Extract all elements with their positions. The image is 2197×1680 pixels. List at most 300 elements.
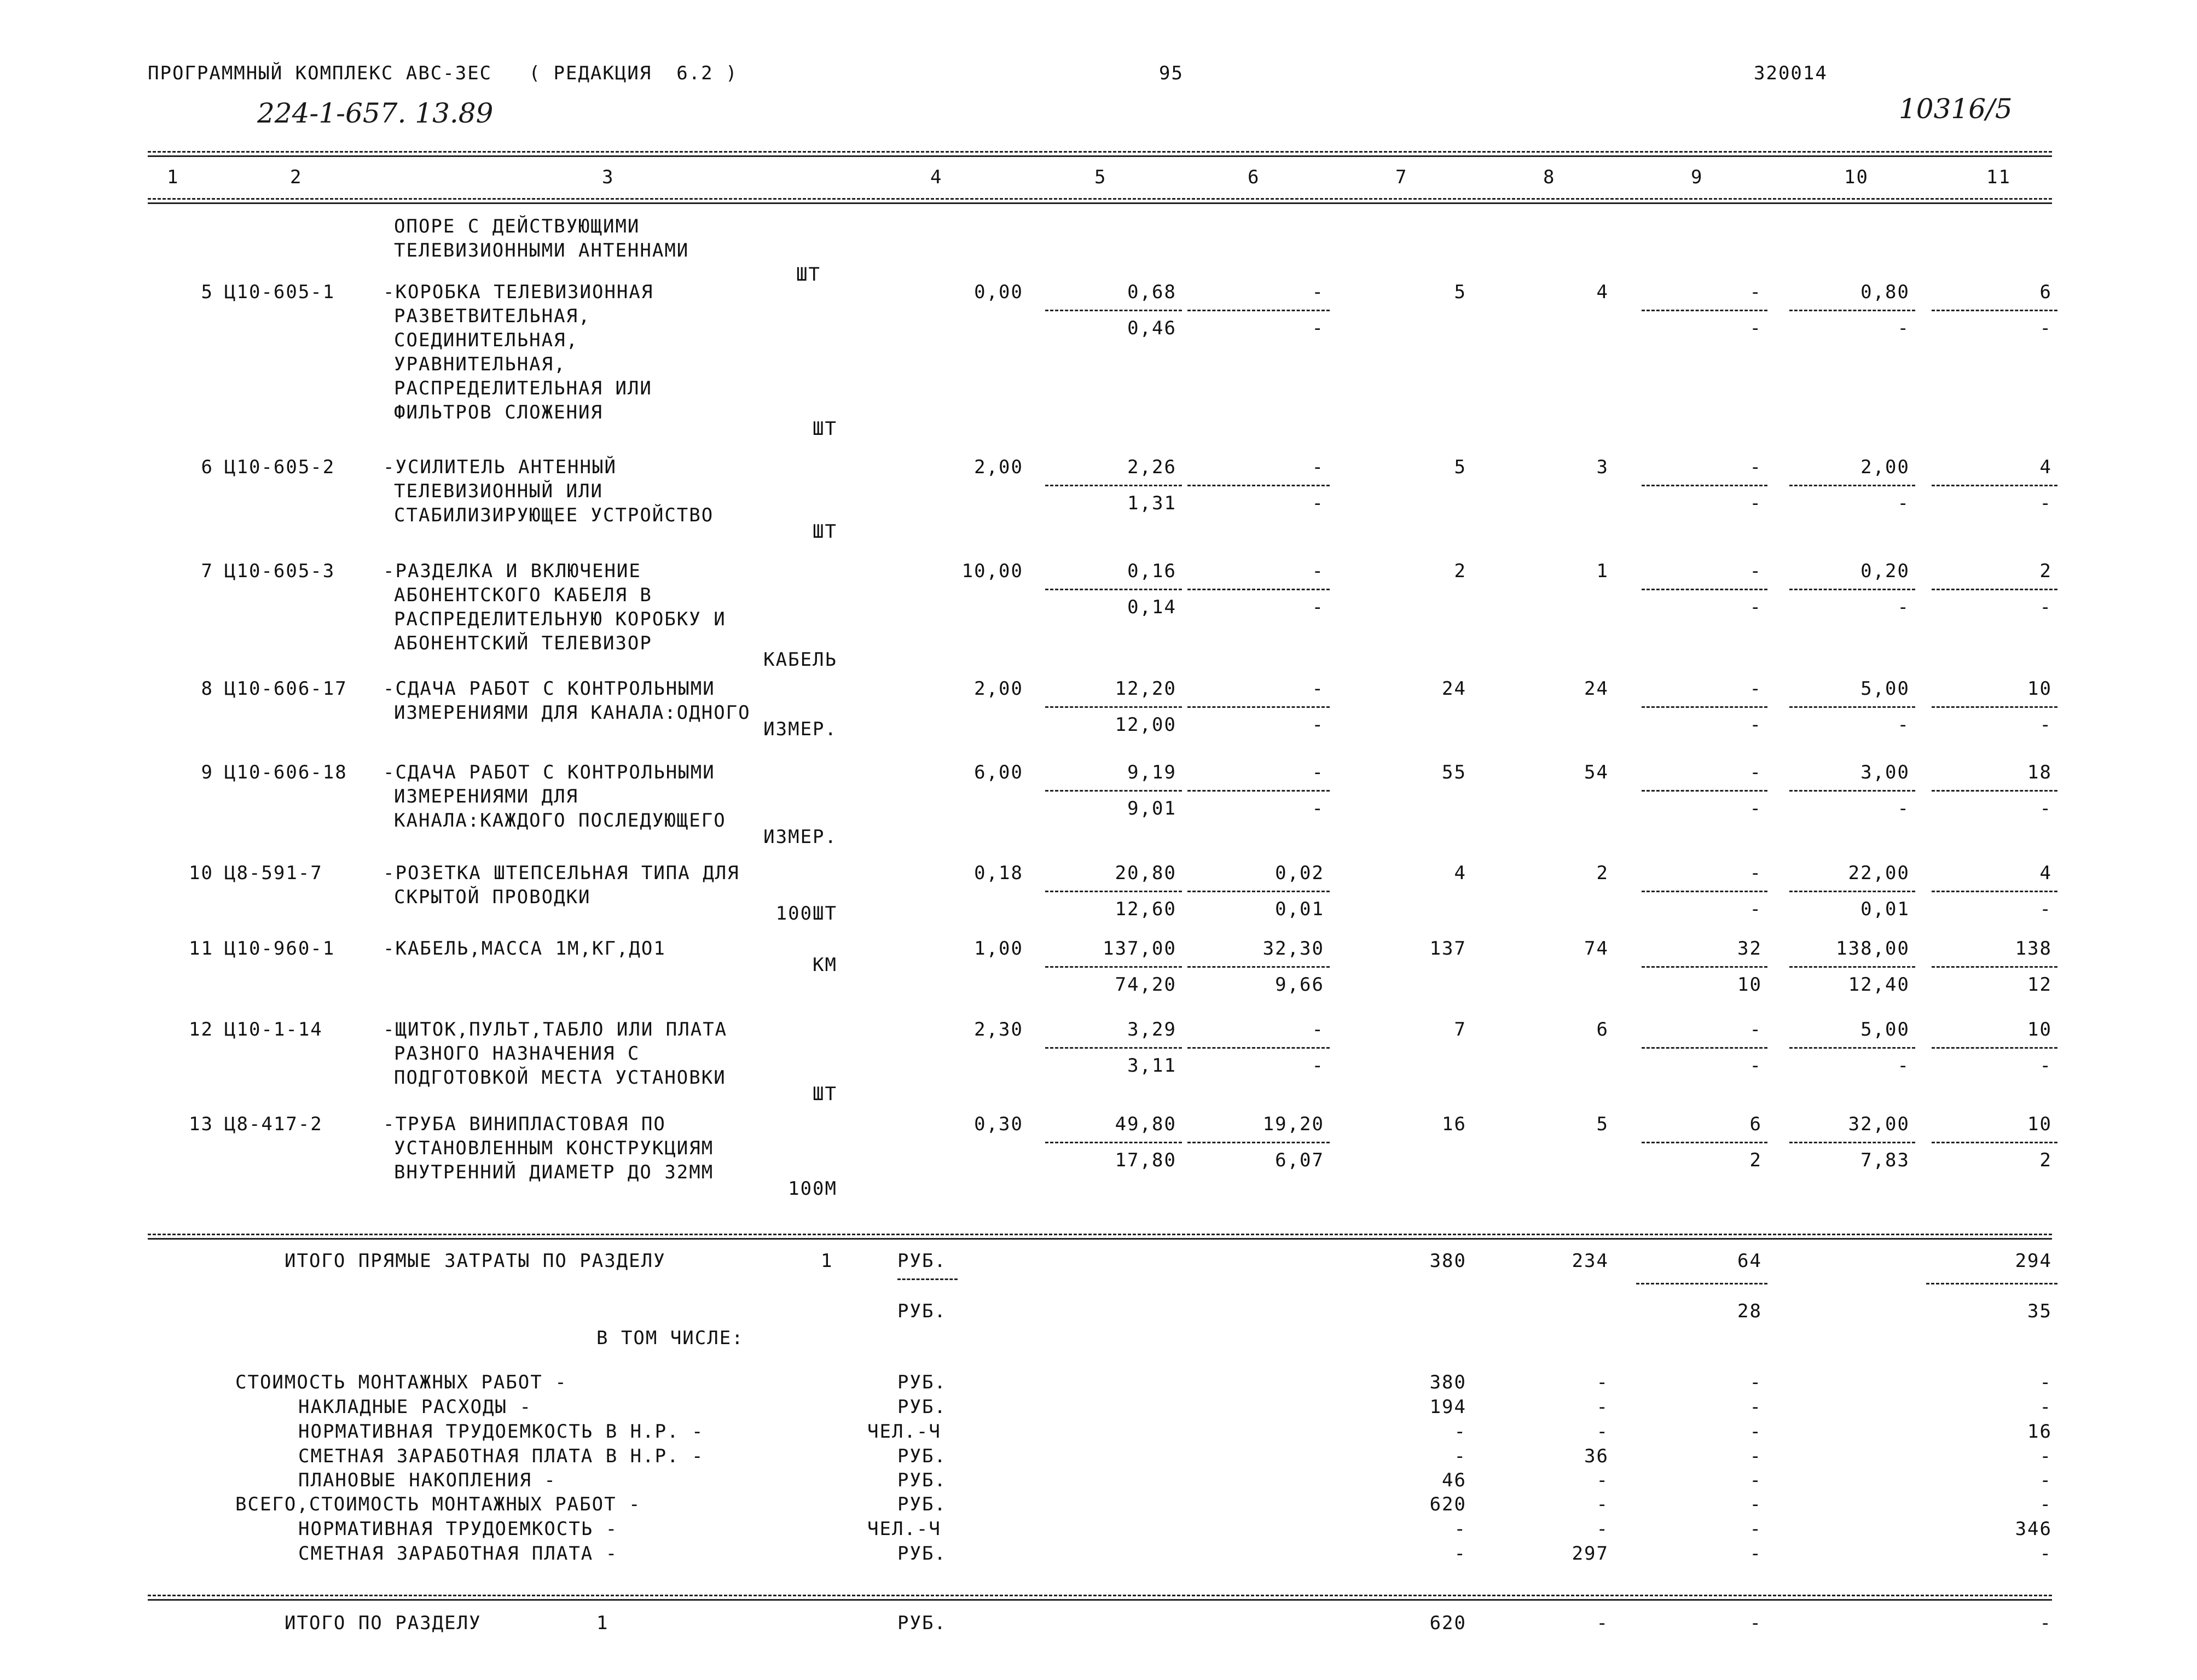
row-description-line: ФИЛЬТРОВ СЛОЖЕНИЯ <box>394 402 603 423</box>
intro-line-2: ТЕЛЕВИЗИОННЫМИ АНТЕННАМИ <box>394 240 689 261</box>
row-separator-col9 <box>1642 310 1767 311</box>
column-header-7: 7 <box>1395 166 1408 188</box>
row-value-col9: 6 <box>1749 1113 1762 1135</box>
final-unit: РУБ. <box>897 1612 947 1634</box>
row-value-col11: 18 <box>2027 761 2052 783</box>
row-value-col6: - <box>1312 281 1324 303</box>
row-value-col5-lower: 74,20 <box>1115 974 1176 996</box>
summary-value-col9: - <box>1749 1469 1762 1491</box>
row-separator-col9 <box>1642 1047 1767 1049</box>
row-value-col10: 2,00 <box>1860 456 1910 478</box>
row-separator-col6 <box>1187 485 1330 486</box>
row-unit: 100М <box>788 1178 837 1200</box>
summary-value-col11: 346 <box>2015 1518 2052 1540</box>
row-value-col8: 24 <box>1584 678 1609 700</box>
summary-value-col11: 16 <box>2027 1421 2052 1443</box>
row-value-col5: 0,16 <box>1127 560 1176 582</box>
row-value-col6-lower: - <box>1312 798 1324 819</box>
row-separator-col6 <box>1187 790 1330 792</box>
row-value-col7: 55 <box>1442 761 1466 783</box>
row-description-line: -ЩИТОК,ПУЛЬТ,ТАБЛО ИЛИ ПЛАТА <box>383 1019 728 1040</box>
row-value-col4: 1,00 <box>974 938 1023 960</box>
row-description-line: ВНУТРЕННИЙ ДИАМЕТР ДО 32ММ <box>394 1161 714 1183</box>
summary-label: НОРМАТИВНАЯ ТРУДОЕМКОСТЬ - <box>298 1518 618 1540</box>
row-value-col6-lower: 9,66 <box>1275 974 1324 996</box>
row-separator-col5 <box>1045 966 1182 968</box>
summary-unit: РУБ. <box>897 1371 947 1393</box>
direct-costs-unit: РУБ. <box>897 1250 947 1272</box>
column-header-9: 9 <box>1691 166 1703 188</box>
row-code: Ц10-606-18 <box>224 761 347 783</box>
row-value-col5: 137,00 <box>1103 938 1176 960</box>
summary-value-col11: - <box>2039 1543 2052 1565</box>
summary-value-col7: - <box>1454 1445 1466 1467</box>
row-description-line: УРАВНИТЕЛЬНАЯ, <box>394 353 566 375</box>
header-top-rule <box>148 151 2052 153</box>
column-header-10: 10 <box>1844 166 1869 188</box>
row-value-col10-lower: - <box>1897 714 1910 736</box>
row-value-col10: 5,00 <box>1860 678 1910 700</box>
row-value-col10-lower: - <box>1897 596 1910 618</box>
final-section: 1 <box>596 1612 609 1634</box>
row-separator-col11 <box>1932 1047 2057 1049</box>
row-value-col4: 10,00 <box>961 560 1023 582</box>
summary-value-col8: - <box>1596 1421 1609 1443</box>
row-separator-col9 <box>1642 485 1767 486</box>
row-value-col5: 3,29 <box>1127 1019 1176 1040</box>
summary-value-col11: - <box>2039 1445 2052 1467</box>
row-value-col6-lower: - <box>1312 492 1324 514</box>
row-description-line: -КАБЕЛЬ,МАССА 1М,КГ,ДО1 <box>383 938 666 960</box>
row-code: Ц10-960-1 <box>224 938 335 960</box>
row-separator-col11 <box>1932 966 2057 968</box>
row-value-col11: 138 <box>2015 938 2052 960</box>
summary-value-col11: - <box>2039 1469 2052 1491</box>
summary-value-col7: 380 <box>1429 1371 1466 1393</box>
row-value-col10-lower: - <box>1897 492 1910 514</box>
row-number: 9 <box>201 761 213 783</box>
row-value-col9-lower: - <box>1749 596 1762 618</box>
row-value-col4: 2,00 <box>974 678 1023 700</box>
row-value-col10: 3,00 <box>1860 761 1910 783</box>
row-value-col9-lower: 10 <box>1737 974 1762 996</box>
row-separator-col5 <box>1045 310 1182 311</box>
summary-value-col9: - <box>1749 1518 1762 1540</box>
row-value-col11-lower: - <box>2039 492 2052 514</box>
row-value-col5-lower: 3,11 <box>1127 1055 1176 1077</box>
direct-c8: 234 <box>1572 1250 1609 1272</box>
intro-unit: ШТ <box>796 264 821 286</box>
row-value-col4: 0,30 <box>974 1113 1023 1135</box>
row-value-col4: 0,00 <box>974 281 1023 303</box>
row-value-col5-lower: 12,00 <box>1115 714 1176 736</box>
row-value-col9-lower: - <box>1749 492 1762 514</box>
row-separator-col6 <box>1187 706 1330 708</box>
column-header-11: 11 <box>1986 166 2011 188</box>
row-description-line: -СДАЧА РАБОТ С КОНТРОЛЬНЫМИ <box>383 761 715 783</box>
summary-value-col7: 46 <box>1442 1469 1466 1491</box>
row-value-col10-lower: - <box>1897 1055 1910 1077</box>
row-value-col11: 6 <box>2039 281 2052 303</box>
summary-value-col9: - <box>1749 1445 1762 1467</box>
row-code: Ц10-605-1 <box>224 281 335 303</box>
row-value-col5-lower: 0,14 <box>1127 596 1176 618</box>
row-value-col8: 3 <box>1596 456 1609 478</box>
row-separator-col10 <box>1789 589 1915 590</box>
row-separator-col10 <box>1789 310 1915 311</box>
row-separator-col11 <box>1932 485 2057 486</box>
row-description-line: -РАЗДЕЛКА И ВКЛЮЧЕНИЕ <box>383 560 641 582</box>
row-value-col9-lower: - <box>1749 317 1762 339</box>
totals-top-rule <box>148 1234 2052 1235</box>
row-value-col10-lower: 12,40 <box>1848 974 1910 996</box>
row-value-col9: - <box>1749 281 1762 303</box>
page-number: 95 <box>1159 62 1184 84</box>
row-value-col10: 5,00 <box>1860 1019 1910 1040</box>
row-separator-col11 <box>1932 310 2057 311</box>
direct-c11b: 35 <box>2027 1300 2052 1322</box>
row-value-col11-lower: - <box>2039 898 2052 920</box>
row-value-col6: - <box>1312 560 1324 582</box>
row-code: Ц10-606-17 <box>224 678 347 700</box>
row-value-col4: 6,00 <box>974 761 1023 783</box>
row-value-col6: 19,20 <box>1262 1113 1324 1135</box>
row-code: Ц10-605-3 <box>224 560 335 582</box>
row-value-col5-lower: 0,46 <box>1127 317 1176 339</box>
row-value-col6: 0,02 <box>1275 862 1324 884</box>
direct-costs-label: ИТОГО ПРЯМЫЕ ЗАТРАТЫ ПО РАЗДЕЛУ <box>285 1250 666 1272</box>
row-separator-col10 <box>1789 790 1915 792</box>
handwritten-sheet-number: 10316/5 <box>1899 93 2013 125</box>
summary-label: НАКЛАДНЫЕ РАСХОДЫ - <box>298 1396 532 1418</box>
row-separator-col5 <box>1045 706 1182 708</box>
row-value-col7: 5 <box>1454 281 1466 303</box>
row-value-col6-lower: - <box>1312 714 1324 736</box>
summary-value-col9: - <box>1749 1543 1762 1565</box>
totals-top-rule-2 <box>148 1238 2052 1240</box>
direct-c11-separator <box>1926 1283 2057 1284</box>
summary-value-col7: - <box>1454 1421 1466 1443</box>
row-value-col5-lower: 12,60 <box>1115 898 1176 920</box>
column-header-4: 4 <box>930 166 943 188</box>
row-description-line: ТЕЛЕВИЗИОННЫЙ ИЛИ <box>394 480 603 502</box>
row-number: 10 <box>189 862 213 884</box>
row-separator-col11 <box>1932 589 2057 590</box>
row-value-col5-lower: 1,31 <box>1127 492 1176 514</box>
row-value-col9: 32 <box>1737 938 1762 960</box>
row-number: 7 <box>201 560 213 582</box>
row-value-col6-lower: - <box>1312 1055 1324 1077</box>
row-description-line: СОЕДИНИТЕЛЬНАЯ, <box>394 329 579 351</box>
row-code: Ц8-591-7 <box>224 862 323 884</box>
final-c11: - <box>2039 1612 2052 1634</box>
row-value-col7: 5 <box>1454 456 1466 478</box>
intro-line-1: ОПОРЕ С ДЕЙСТВУЮЩИМИ <box>394 216 640 237</box>
row-value-col11-lower: - <box>2039 714 2052 736</box>
summary-value-col9: - <box>1749 1371 1762 1393</box>
row-separator-col10 <box>1789 485 1915 486</box>
direct-c9-separator <box>1636 1283 1767 1284</box>
summary-unit: ЧЕЛ.-Ч <box>867 1421 941 1443</box>
row-value-col4: 0,18 <box>974 862 1023 884</box>
row-value-col7: 4 <box>1454 862 1466 884</box>
summary-value-col7: - <box>1454 1518 1466 1540</box>
row-value-col7: 7 <box>1454 1019 1466 1040</box>
summary-unit: РУБ. <box>897 1445 947 1467</box>
row-value-col11-lower: 12 <box>2027 974 2052 996</box>
row-separator-col5 <box>1045 485 1182 486</box>
row-separator-col11 <box>1932 706 2057 708</box>
column-header-8: 8 <box>1543 166 1556 188</box>
row-description-line: РАЗВЕТВИТЕЛЬНАЯ, <box>394 305 591 327</box>
summary-value-col11: - <box>2039 1493 2052 1515</box>
row-value-col4: 2,00 <box>974 456 1023 478</box>
row-value-col8: 4 <box>1596 281 1609 303</box>
row-value-col9: - <box>1749 560 1762 582</box>
row-value-col10-lower: 7,83 <box>1860 1149 1910 1171</box>
row-description-line: -КОРОБКА ТЕЛЕВИЗИОННАЯ <box>383 281 654 303</box>
row-number: 5 <box>201 281 213 303</box>
row-separator-col6 <box>1187 891 1330 892</box>
row-value-col11-lower: 2 <box>2039 1149 2052 1171</box>
direct-costs-section: 1 <box>821 1250 833 1272</box>
row-separator-col10 <box>1789 1047 1915 1049</box>
summary-label: СМЕТНАЯ ЗАРАБОТНАЯ ПЛАТА - <box>298 1543 618 1565</box>
header-bottom-rule <box>148 198 2052 200</box>
row-value-col5: 49,80 <box>1115 1113 1176 1135</box>
row-separator-col10 <box>1789 1142 1915 1143</box>
row-separator-col10 <box>1789 706 1915 708</box>
row-separator-col5 <box>1045 589 1182 590</box>
row-separator-col9 <box>1642 706 1767 708</box>
header-top-rule-2 <box>148 155 2052 157</box>
summary-unit: ЧЕЛ.-Ч <box>867 1518 941 1540</box>
row-value-col10: 0,80 <box>1860 281 1910 303</box>
summary-value-col8: - <box>1596 1371 1609 1393</box>
row-value-col7: 137 <box>1429 938 1466 960</box>
row-value-col9-lower: - <box>1749 714 1762 736</box>
row-value-col11: 2 <box>2039 560 2052 582</box>
direct-c9: 64 <box>1737 1250 1762 1272</box>
summary-label: ПЛАНОВЫЕ НАКОПЛЕНИЯ - <box>298 1469 557 1491</box>
row-separator-col6 <box>1187 310 1330 311</box>
row-separator-col9 <box>1642 891 1767 892</box>
row-value-col11: 4 <box>2039 456 2052 478</box>
final-c8: - <box>1596 1612 1609 1634</box>
row-value-col8: 2 <box>1596 862 1609 884</box>
row-separator-col5 <box>1045 1047 1182 1049</box>
summary-value-col9: - <box>1749 1396 1762 1418</box>
summary-value-col7: 620 <box>1429 1493 1466 1515</box>
summary-label: СМЕТНАЯ ЗАРАБОТНАЯ ПЛАТА В Н.Р. - <box>298 1445 704 1467</box>
summary-label: ВСЕГО,СТОИМОСТЬ МОНТАЖНЫХ РАБОТ - <box>235 1493 641 1515</box>
summary-unit: РУБ. <box>897 1543 947 1565</box>
row-value-col6-lower: - <box>1312 317 1324 339</box>
program-header: ПРОГРАММНЫЙ КОМПЛЕКС АВС-3ЕС ( РЕДАКЦИЯ 6.2 ) <box>148 62 738 84</box>
column-header-2: 2 <box>290 166 303 188</box>
column-header-1: 1 <box>167 166 179 188</box>
including-label: В ТОМ ЧИСЛЕ: <box>596 1327 744 1349</box>
row-value-col9: - <box>1749 456 1762 478</box>
row-description-line: АБОНЕНТСКОГО КАБЕЛЯ В <box>394 584 652 606</box>
summary-value-col11: - <box>2039 1396 2052 1418</box>
row-value-col11-lower: - <box>2039 596 2052 618</box>
row-description-line: АБОНЕНТСКИЙ ТЕЛЕВИЗОР <box>394 632 652 654</box>
row-value-col10: 138,00 <box>1836 938 1910 960</box>
row-value-col9-lower: - <box>1749 1055 1762 1077</box>
row-value-col8: 6 <box>1596 1019 1609 1040</box>
row-separator-col6 <box>1187 589 1330 590</box>
row-value-col11: 10 <box>2027 1113 2052 1135</box>
row-description-line: РАЗНОГО НАЗНАЧЕНИЯ С <box>394 1043 640 1065</box>
row-number: 12 <box>189 1019 213 1040</box>
summary-value-col8: - <box>1596 1396 1609 1418</box>
row-value-col5: 9,19 <box>1127 761 1176 783</box>
row-value-col5-lower: 17,80 <box>1115 1149 1176 1171</box>
summary-label: СТОИМОСТЬ МОНТАЖНЫХ РАБОТ - <box>235 1371 567 1393</box>
row-number: 8 <box>201 678 213 700</box>
row-value-col9: - <box>1749 1019 1762 1040</box>
row-description-line: ИЗМЕРЕНИЯМИ ДЛЯ <box>394 786 579 807</box>
row-separator-col9 <box>1642 1142 1767 1143</box>
summary-unit: РУБ. <box>897 1469 947 1491</box>
row-value-col10: 22,00 <box>1848 862 1910 884</box>
row-value-col6: - <box>1312 678 1324 700</box>
summary-label: НОРМАТИВНАЯ ТРУДОЕМКОСТЬ В Н.Р. - <box>298 1421 704 1443</box>
row-value-col5-lower: 9,01 <box>1127 798 1176 819</box>
row-value-col6: - <box>1312 456 1324 478</box>
row-value-col6-lower: 0,01 <box>1275 898 1324 920</box>
row-value-col8: 74 <box>1584 938 1609 960</box>
direct-c9b: 28 <box>1737 1300 1762 1322</box>
row-value-col11-lower: - <box>2039 798 2052 819</box>
summary-value-col8: 36 <box>1584 1445 1609 1467</box>
row-description-line: РАСПРЕДЕЛИТЕЛЬНАЯ ИЛИ <box>394 377 652 399</box>
row-unit: 100ШТ <box>775 903 837 925</box>
row-value-col5: 2,26 <box>1127 456 1176 478</box>
row-value-col10-lower: - <box>1897 798 1910 819</box>
row-value-col8: 1 <box>1596 560 1609 582</box>
row-separator-col9 <box>1642 790 1767 792</box>
row-value-col5: 12,20 <box>1115 678 1176 700</box>
row-description-line: РАСПРЕДЕЛИТЕЛЬНУЮ КОРОБКУ И <box>394 608 726 630</box>
row-value-col9: - <box>1749 761 1762 783</box>
row-number: 13 <box>189 1113 213 1135</box>
row-value-col8: 54 <box>1584 761 1609 783</box>
summary-value-col7: - <box>1454 1543 1466 1565</box>
summary-value-col11: - <box>2039 1371 2052 1393</box>
row-value-col7: 2 <box>1454 560 1466 582</box>
summary-unit: РУБ. <box>897 1396 947 1418</box>
row-value-col8: 5 <box>1596 1113 1609 1135</box>
row-value-col10-lower: - <box>1897 317 1910 339</box>
column-header-6: 6 <box>1248 166 1260 188</box>
row-value-col10-lower: 0,01 <box>1860 898 1910 920</box>
final-c7: 620 <box>1429 1612 1466 1634</box>
row-separator-col10 <box>1789 891 1915 892</box>
summary-value-col8: - <box>1596 1469 1609 1491</box>
summary-value-col9: - <box>1749 1421 1762 1443</box>
row-separator-col11 <box>1932 891 2057 892</box>
row-code: Ц10-605-2 <box>224 456 335 478</box>
row-unit: ИЗМЕР. <box>763 826 837 848</box>
final-top-rule-2 <box>148 1599 2052 1601</box>
handwritten-project-number: 224-1-657. 13.89 <box>257 97 494 129</box>
row-value-col6: 32,30 <box>1262 938 1324 960</box>
row-separator-col6 <box>1187 966 1330 968</box>
final-top-rule <box>148 1595 2052 1596</box>
row-separator-col6 <box>1187 1142 1330 1143</box>
row-number: 6 <box>201 456 213 478</box>
column-header-5: 5 <box>1094 166 1107 188</box>
row-unit: ШТ <box>813 521 837 543</box>
row-separator-col5 <box>1045 891 1182 892</box>
row-code: Ц10-1-14 <box>224 1019 323 1040</box>
row-value-col6: - <box>1312 761 1324 783</box>
row-unit: ИЗМЕР. <box>763 718 837 740</box>
row-unit: ШТ <box>813 1083 837 1105</box>
row-description-line: -УСИЛИТЕЛЬ АНТЕННЫЙ <box>383 456 617 478</box>
row-separator-col9 <box>1642 589 1767 590</box>
summary-unit: РУБ. <box>897 1493 947 1515</box>
row-value-col11-lower: - <box>2039 317 2052 339</box>
row-description-line: КАНАЛА:КАЖДОГО ПОСЛЕДУЮЩЕГО <box>394 810 726 832</box>
direct-costs-unit-b: РУБ. <box>897 1300 947 1322</box>
row-value-col5: 0,68 <box>1127 281 1176 303</box>
row-description-line: СКРЫТОЙ ПРОВОДКИ <box>394 886 591 908</box>
row-value-col11: 10 <box>2027 1019 2052 1040</box>
row-value-col5: 20,80 <box>1115 862 1176 884</box>
row-value-col11: 4 <box>2039 862 2052 884</box>
row-number: 11 <box>189 938 213 960</box>
row-value-col9: - <box>1749 862 1762 884</box>
row-separator-col5 <box>1045 1142 1182 1143</box>
row-description-line: -ТРУБА ВИНИПЛАСТОВАЯ ПО <box>383 1113 666 1135</box>
row-value-col9-lower: - <box>1749 798 1762 819</box>
row-value-col7: 24 <box>1442 678 1466 700</box>
row-separator-col5 <box>1045 790 1182 792</box>
document-code: 320014 <box>1754 62 1828 84</box>
column-header-3: 3 <box>602 166 615 188</box>
final-label: ИТОГО ПО РАЗДЕЛУ <box>285 1612 482 1634</box>
row-separator-col11 <box>1932 790 2057 792</box>
row-separator-col6 <box>1187 1047 1330 1049</box>
summary-value-col7: 194 <box>1429 1396 1466 1418</box>
row-value-col6-lower: - <box>1312 596 1324 618</box>
row-separator-col10 <box>1789 966 1915 968</box>
row-value-col4: 2,30 <box>974 1019 1023 1040</box>
final-c9: - <box>1749 1612 1762 1634</box>
row-code: Ц8-417-2 <box>224 1113 323 1135</box>
summary-value-col8: - <box>1596 1493 1609 1515</box>
row-unit: ШТ <box>813 418 837 440</box>
row-value-col7: 16 <box>1442 1113 1466 1135</box>
row-description-line: -РОЗЕТКА ШТЕПСЕЛЬНАЯ ТИПА ДЛЯ <box>383 862 740 884</box>
summary-value-col8: - <box>1596 1518 1609 1540</box>
direct-c7: 380 <box>1429 1250 1466 1272</box>
row-value-col10: 0,20 <box>1860 560 1910 582</box>
unit-separator <box>897 1278 958 1280</box>
row-unit: КМ <box>813 954 837 976</box>
row-value-col9: - <box>1749 678 1762 700</box>
row-description-line: УСТАНОВЛЕННЫМ КОНСТРУКЦИЯМ <box>394 1137 714 1159</box>
direct-c11: 294 <box>2015 1250 2052 1272</box>
row-value-col6-lower: 6,07 <box>1275 1149 1324 1171</box>
row-description-line: СТАБИЛИЗИРУЮЩЕЕ УСТРОЙСТВО <box>394 504 714 526</box>
row-separator-col9 <box>1642 966 1767 968</box>
row-value-col11-lower: - <box>2039 1055 2052 1077</box>
row-unit: КАБЕЛЬ <box>763 649 837 671</box>
